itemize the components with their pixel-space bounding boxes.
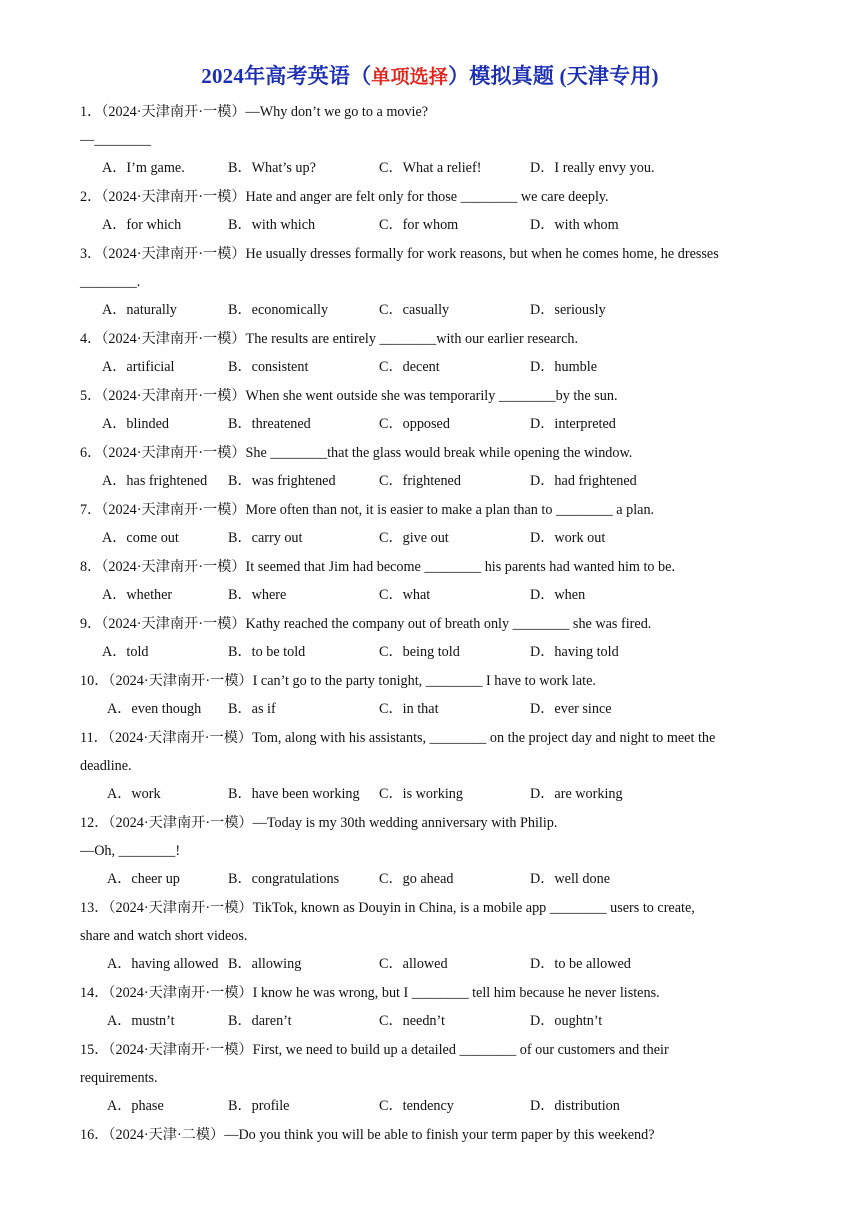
question-text: She ________that the glass would break while opening the window. xyxy=(245,445,633,461)
options-row xyxy=(80,296,780,325)
option-a: A．artificial xyxy=(102,359,175,375)
question-source: （2024·天津·二模） xyxy=(108,1127,225,1143)
option-a: A．told xyxy=(102,644,149,660)
question-number: 10． xyxy=(80,673,109,689)
option-d: D．having told xyxy=(530,644,619,660)
question-text: TikTok, known as Douyin in China, is a mobile app ________ users to create, xyxy=(252,900,695,916)
question-text: —Why don’t we go to a movie? xyxy=(245,104,429,120)
question-text-continued: ________. xyxy=(80,274,141,290)
option-d: D．with whom xyxy=(530,217,619,233)
options-row xyxy=(80,780,780,809)
question-item xyxy=(80,1121,780,1149)
question-item xyxy=(80,724,780,809)
option-d: D．interpreted xyxy=(530,416,616,432)
option-a: A．mustn’t xyxy=(107,1013,175,1029)
option-c: C．for whom xyxy=(379,217,459,233)
question-source: （2024·天津南开·一模） xyxy=(101,445,246,461)
question-text-continued: —________ xyxy=(80,132,151,148)
option-c: C．in that xyxy=(379,701,439,717)
option-b: B．as if xyxy=(228,701,276,717)
option-a: A．naturally xyxy=(102,302,177,318)
option-c: C．being told xyxy=(379,644,460,660)
question-stem xyxy=(80,325,780,353)
question-stem xyxy=(80,240,780,268)
question-list xyxy=(80,98,780,1149)
question-item xyxy=(80,610,780,667)
options-row xyxy=(80,410,780,439)
option-d: D．ever since xyxy=(530,701,612,717)
option-b: B．where xyxy=(228,587,287,603)
option-d: D．work out xyxy=(530,530,606,546)
question-source: （2024·天津南开·一模） xyxy=(101,189,246,205)
question-number: 11． xyxy=(80,730,108,746)
option-a: A．even though xyxy=(107,701,202,717)
question-item xyxy=(80,1036,780,1121)
question-item xyxy=(80,809,780,894)
options-row xyxy=(80,695,780,724)
question-item xyxy=(80,667,780,724)
option-c: C．needn’t xyxy=(379,1013,445,1029)
question-stem xyxy=(80,553,780,581)
question-stem xyxy=(80,382,780,410)
question-source: （2024·天津南开·一模） xyxy=(107,730,253,746)
question-number: 5． xyxy=(80,388,102,404)
question-text-continued: deadline. xyxy=(80,758,132,774)
question-stem xyxy=(80,667,780,695)
question-text-continued: requirements. xyxy=(80,1070,158,1086)
options-row xyxy=(80,1007,780,1036)
question-item xyxy=(80,439,780,496)
option-c: C．What a relief! xyxy=(379,160,482,176)
question-number: 16． xyxy=(80,1127,109,1143)
option-c: C．casually xyxy=(379,302,450,318)
question-number: 12． xyxy=(80,815,109,831)
question-source: （2024·天津南开·一模） xyxy=(108,1042,253,1058)
option-d: D．distribution xyxy=(530,1098,620,1114)
question-item xyxy=(80,325,780,382)
question-source: （2024·天津南开·一模） xyxy=(108,985,253,1001)
question-item xyxy=(80,240,780,325)
question-stem xyxy=(80,98,780,126)
question-number: 8． xyxy=(80,559,102,575)
option-b: B．carry out xyxy=(228,530,303,546)
question-source: （2024·天津南开·一模） xyxy=(101,502,246,518)
question-source: （2024·天津南开·一模） xyxy=(101,331,246,347)
options-row xyxy=(80,950,780,979)
question-number: 13． xyxy=(80,900,109,916)
options-row xyxy=(80,154,780,183)
question-item xyxy=(80,553,780,610)
option-c: C．opposed xyxy=(379,416,450,432)
question-source: （2024·天津南开·一模） xyxy=(101,388,246,404)
question-text: Kathy reached the company out of breath only ________ she was fired. xyxy=(245,616,652,632)
option-a: A．come out xyxy=(102,530,179,546)
question-stem xyxy=(80,1121,780,1149)
option-b: B．daren’t xyxy=(228,1013,292,1029)
title-prefix: 2024年高考英语（ xyxy=(201,64,372,88)
option-b: B．congratulations xyxy=(228,871,340,887)
question-source: （2024·天津南开·一模） xyxy=(101,559,246,575)
option-b: B．What’s up? xyxy=(228,160,316,176)
question-item xyxy=(80,979,780,1036)
title-suffix: ）模拟真题 (天津专用) xyxy=(448,64,659,88)
options-row xyxy=(80,581,780,610)
question-source: （2024·天津南开·一模） xyxy=(101,246,246,262)
question-text: When she went outside she was temporarily ________by the sun. xyxy=(245,388,618,404)
option-d: D．humble xyxy=(530,359,597,375)
option-b: B．was frightened xyxy=(228,473,336,489)
option-b: B．consistent xyxy=(228,359,309,375)
question-source: （2024·天津南开·一模） xyxy=(108,673,253,689)
option-b: B．threatened xyxy=(228,416,311,432)
option-d: D．when xyxy=(530,587,586,603)
question-number: 7． xyxy=(80,502,102,518)
option-a: A．cheer up xyxy=(107,871,180,887)
question-text: —Today is my 30th wedding anniversary with Philip. xyxy=(252,815,558,831)
question-text: It seemed that Jim had become ________ his parents had wanted him to be. xyxy=(245,559,675,575)
option-b: B．to be told xyxy=(228,644,306,660)
option-c: C．allowed xyxy=(379,956,448,972)
option-d: D．seriously xyxy=(530,302,606,318)
question-text: First, we need to build up a detailed ________ of our customers and their xyxy=(252,1042,669,1058)
options-row xyxy=(80,1092,780,1121)
question-text: Tom, along with his assistants, ________ on the project day and night to meet the xyxy=(252,730,716,746)
title-highlight: 单项选择 xyxy=(371,67,449,88)
question-text: I know he was wrong, but I ________ tell him because he never listens. xyxy=(252,985,660,1001)
question-stem xyxy=(80,610,780,638)
question-number: 14． xyxy=(80,985,109,1001)
question-number: 2． xyxy=(80,189,102,205)
question-stem xyxy=(80,724,780,752)
option-d: D．had frightened xyxy=(530,473,637,489)
options-row xyxy=(80,211,780,240)
option-a: A．blinded xyxy=(102,416,169,432)
question-stem xyxy=(80,496,780,524)
question-text: —Do you think you will be able to finish your term paper by this weekend? xyxy=(224,1127,655,1143)
option-c: C．decent xyxy=(379,359,440,375)
option-c: C．tendency xyxy=(379,1098,454,1114)
question-text: I can’t go to the party tonight, ________ I have to work late. xyxy=(252,673,596,689)
option-a: A．whether xyxy=(102,587,173,603)
options-row xyxy=(80,524,780,553)
question-stem xyxy=(80,1036,780,1064)
option-c: C．what xyxy=(379,587,431,603)
question-text-continued: share and watch short videos. xyxy=(80,928,248,944)
option-c: C．frightened xyxy=(379,473,461,489)
option-a: A．I’m game. xyxy=(102,160,185,176)
question-source: （2024·天津南开·一模） xyxy=(108,815,253,831)
option-c: C．is working xyxy=(379,786,463,802)
option-d: D．I really envy you. xyxy=(530,160,655,176)
question-text: Hate and anger are felt only for those ________ we care deeply. xyxy=(245,189,609,205)
options-row xyxy=(80,638,780,667)
question-stem xyxy=(80,809,780,837)
question-number: 1． xyxy=(80,104,102,120)
option-c: C．go ahead xyxy=(379,871,454,887)
question-source: （2024·天津南开·一模） xyxy=(101,616,246,632)
option-d: D．well done xyxy=(530,871,610,887)
options-row xyxy=(80,353,780,382)
question-stem xyxy=(80,979,780,1007)
option-a: A．phase xyxy=(107,1098,164,1114)
question-item xyxy=(80,382,780,439)
option-a: A．has frightened xyxy=(102,473,208,489)
option-b: B．have been working xyxy=(228,786,360,802)
option-a: A．having allowed xyxy=(107,956,219,972)
question-number: 4． xyxy=(80,331,102,347)
question-stem xyxy=(80,894,780,922)
question-text: The results are entirely ________with our earlier research. xyxy=(245,331,579,347)
option-b: B．profile xyxy=(228,1098,290,1114)
question-stem xyxy=(80,439,780,467)
option-d: D．are working xyxy=(530,786,623,802)
question-item xyxy=(80,894,780,979)
question-source: （2024·天津南开·一模） xyxy=(108,900,253,916)
option-c: C．give out xyxy=(379,530,449,546)
question-number: 15． xyxy=(80,1042,109,1058)
option-d: D．to be allowed xyxy=(530,956,631,972)
question-item xyxy=(80,496,780,553)
question-number: 3． xyxy=(80,246,102,262)
option-b: B．with which xyxy=(228,217,316,233)
options-row xyxy=(80,467,780,496)
page-title xyxy=(0,60,860,90)
question-number: 9． xyxy=(80,616,102,632)
option-b: B．allowing xyxy=(228,956,302,972)
question-stem xyxy=(80,183,780,211)
options-row xyxy=(80,865,780,894)
option-d: D．oughtn’t xyxy=(530,1013,603,1029)
option-a: A．for which xyxy=(102,217,182,233)
option-b: B．economically xyxy=(228,302,329,318)
question-number: 6． xyxy=(80,445,102,461)
question-item xyxy=(80,98,780,183)
question-item xyxy=(80,183,780,240)
question-source: （2024·天津南开·一模） xyxy=(101,104,246,120)
question-text: He usually dresses formally for work reasons, but when he comes home, he dresses xyxy=(245,246,719,262)
question-text: More often than not, it is easier to make a plan than to ________ a plan. xyxy=(245,502,655,518)
option-a: A．work xyxy=(107,786,161,802)
question-text-continued: —Oh, ________! xyxy=(80,843,181,859)
